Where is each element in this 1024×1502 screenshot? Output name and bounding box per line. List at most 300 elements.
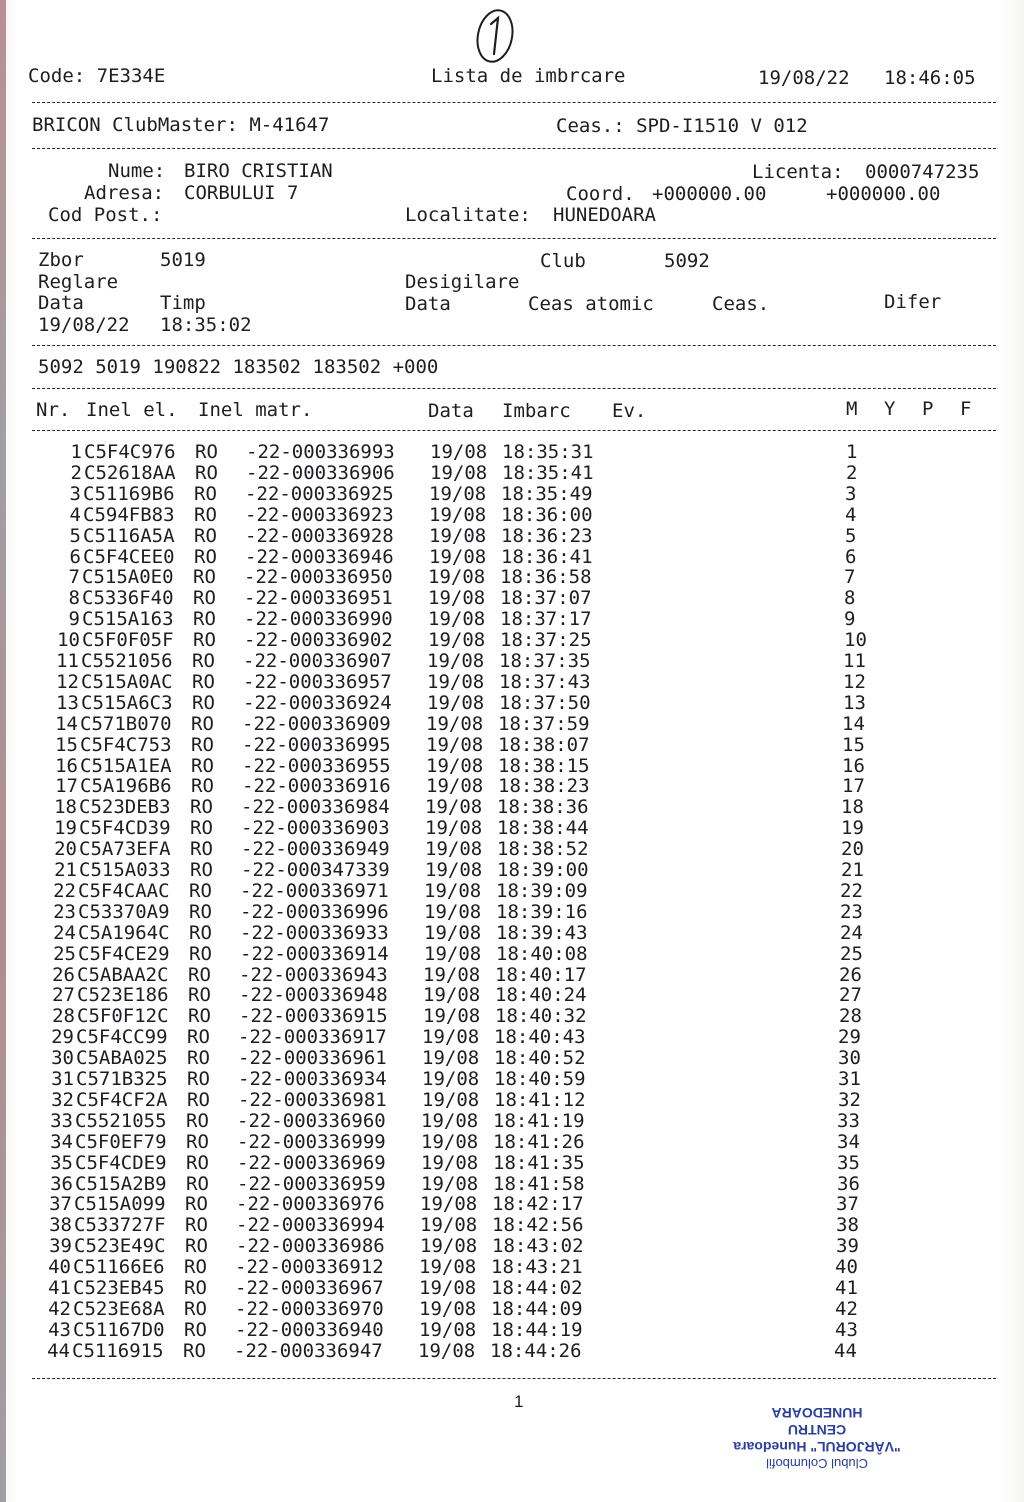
table-row [0, 484, 1024, 505]
row-date: 19/08 [427, 670, 485, 693]
difer-label: Difer [884, 291, 942, 313]
ceas-label: Ceas. [712, 293, 770, 315]
coord-2: +000000.00 [826, 183, 941, 205]
row-number: 16 [55, 754, 78, 777]
ceas-atomic-label: Ceas atomic [528, 293, 654, 315]
row-date: 19/08 [419, 1277, 477, 1299]
stamp-line-3: CENTRU [787, 1422, 847, 1438]
row-chip-id: C571B070 [80, 712, 172, 735]
owner-locality: HUNEDOARA [553, 204, 656, 226]
row-date: 19/08 [421, 1109, 479, 1132]
row-number: 36 [50, 1172, 73, 1195]
flight-code-line: 5092 5019 190822 183502 183502 +000 [38, 356, 439, 378]
table-row [0, 1174, 1024, 1195]
row-chip-id: C5ABA025 [76, 1047, 168, 1070]
col-header-y: Y [884, 398, 896, 420]
row-country: RO [192, 650, 215, 672]
col-header-nr: Nr. [36, 399, 71, 421]
row-number: 18 [54, 796, 77, 819]
row-chip-id: C5521056 [81, 650, 173, 672]
reglare-time: 18:35:02 [160, 314, 252, 336]
row-number: 31 [51, 1068, 74, 1090]
club-stamp [712, 1372, 922, 1472]
row-time: 18:35:31 [502, 441, 594, 463]
table-row [0, 609, 1024, 630]
row-country: RO [186, 1109, 209, 1132]
row-m-rank: 43 [835, 1318, 858, 1341]
row-chip-id: C515A1EA [80, 754, 172, 777]
clock-model: Ceas.: SPD-I1510 V 012 [556, 115, 808, 137]
row-date: 19/08 [424, 921, 482, 944]
row-country: RO [191, 775, 214, 798]
row-m-rank: 16 [842, 754, 865, 777]
row-ring-number: -22-000336971 [240, 879, 389, 902]
row-country: RO [195, 461, 218, 484]
row-time: 18:41:26 [493, 1130, 585, 1153]
row-country: RO [193, 608, 216, 631]
row-chip-id: C5521055 [75, 1109, 167, 1132]
row-chip-id: C5A1964C [78, 921, 170, 944]
row-country: RO [190, 796, 213, 819]
row-number: 20 [54, 838, 77, 861]
row-m-rank: 31 [838, 1068, 861, 1090]
table-row [0, 1048, 1024, 1069]
row-ring-number: -22-000336976 [236, 1193, 385, 1216]
row-m-rank: 29 [838, 1026, 861, 1049]
row-time: 18:40:17 [495, 963, 587, 986]
row-chip-id: C515A0AC [81, 670, 173, 693]
row-ring-number: -22-000336917 [238, 1026, 387, 1049]
row-ring-number: -22-000336990 [244, 608, 393, 631]
row-date: 19/08 [422, 1088, 480, 1111]
table-row [0, 693, 1024, 714]
row-country: RO [189, 900, 212, 923]
row-m-rank: 22 [840, 879, 863, 902]
row-number: 1 [70, 441, 82, 463]
row-time: 18:40:24 [495, 984, 587, 1007]
row-country: RO [191, 754, 214, 777]
row-country: RO [194, 545, 217, 568]
table-row [0, 1069, 1024, 1090]
row-number: 44 [47, 1339, 70, 1362]
row-m-rank: 17 [842, 775, 865, 798]
row-chip-id: C51166E6 [73, 1256, 165, 1279]
row-country: RO [188, 963, 211, 986]
row-chip-id: C515A2B9 [75, 1172, 167, 1195]
row-country: RO [184, 1256, 207, 1279]
row-chip-id: C515A099 [74, 1193, 166, 1216]
row-date: 19/08 [420, 1235, 478, 1258]
row-country: RO [193, 566, 216, 589]
row-chip-id: C5F4C753 [80, 733, 172, 756]
row-date: 19/08 [420, 1214, 478, 1237]
row-country: RO [190, 838, 213, 861]
table-row [0, 756, 1024, 777]
row-ring-number: -22-000336906 [246, 461, 395, 484]
row-number: 38 [49, 1214, 72, 1237]
separator [32, 388, 996, 389]
row-chip-id: C523E49C [74, 1235, 166, 1258]
row-m-rank: 11 [843, 650, 866, 672]
row-date: 19/08 [421, 1172, 479, 1195]
row-ring-number: -22-000336951 [244, 587, 393, 610]
row-time: 18:38:07 [498, 733, 590, 756]
row-ring-number: -22-000336907 [243, 650, 392, 672]
col-header-imbarc: Imbarc [502, 400, 571, 422]
row-chip-id: C5F4CDE9 [75, 1151, 167, 1174]
handwritten-page-mark [474, 6, 516, 66]
row-time: 18:37:25 [500, 629, 592, 652]
row-ring-number: -22-000336949 [241, 838, 390, 861]
row-time: 18:41:58 [493, 1172, 585, 1195]
row-date: 19/08 [418, 1339, 476, 1362]
table-row [0, 735, 1024, 756]
row-number: 39 [49, 1235, 72, 1258]
coord-1: +000000.00 [652, 183, 767, 205]
row-chip-id: C594FB83 [83, 503, 175, 526]
row-number: 4 [69, 503, 81, 526]
row-date: 19/08 [425, 859, 483, 881]
row-country: RO [191, 712, 214, 735]
zbor-number: 5019 [160, 249, 206, 271]
owner-address: CORBULUI 7 [184, 182, 299, 204]
row-time: 18:39:09 [496, 879, 588, 902]
row-chip-id: C523DEB3 [79, 796, 171, 819]
row-chip-id: C523E186 [77, 984, 169, 1007]
row-chip-id: C5A196B6 [80, 775, 172, 798]
row-number: 12 [56, 670, 79, 693]
row-time: 18:42:17 [492, 1193, 584, 1216]
row-ring-number: -22-000336957 [243, 670, 392, 693]
row-number: 35 [50, 1151, 73, 1174]
row-m-rank: 44 [834, 1339, 857, 1362]
row-ring-number: -22-000336912 [235, 1256, 384, 1279]
row-country: RO [187, 1088, 210, 1111]
row-country: RO [186, 1151, 209, 1174]
row-chip-id: C5116915 [72, 1339, 164, 1362]
row-chip-id: C5A73EFA [79, 838, 171, 861]
row-country: RO [187, 1068, 210, 1090]
row-country: RO [194, 482, 217, 505]
row-ring-number: -22-000336999 [237, 1130, 386, 1153]
row-number: 8 [68, 587, 80, 610]
row-number: 30 [51, 1047, 74, 1070]
row-time: 18:44:02 [491, 1277, 583, 1299]
club-label: Club [540, 250, 586, 272]
row-ring-number: -22-000336993 [246, 441, 395, 463]
row-country: RO [187, 1047, 210, 1070]
row-chip-id: C5F4CEE0 [83, 545, 175, 568]
row-ring-number: -22-000336996 [240, 900, 389, 923]
row-chip-id: C5ABAA2C [77, 963, 169, 986]
row-time: 18:41:12 [494, 1088, 586, 1111]
row-m-rank: 2 [846, 461, 858, 484]
row-m-rank: 9 [844, 608, 856, 631]
row-date: 19/08 [426, 733, 484, 756]
row-chip-id: C52618AA [84, 461, 176, 484]
row-time: 18:37:35 [499, 650, 591, 672]
row-time: 18:37:59 [498, 712, 590, 735]
locality-label: Localitate: [405, 204, 531, 226]
row-country: RO [193, 587, 216, 610]
row-number: 10 [57, 629, 80, 652]
row-m-rank: 38 [836, 1214, 859, 1237]
row-date: 19/08 [426, 754, 484, 777]
row-date: 19/08 [429, 482, 487, 505]
row-m-rank: 40 [835, 1256, 858, 1279]
row-date: 19/08 [421, 1130, 479, 1153]
row-number: 40 [48, 1256, 71, 1279]
row-date: 19/08 [420, 1193, 478, 1216]
row-number: 6 [69, 545, 81, 568]
row-chip-id: C5F4CF2A [76, 1088, 168, 1111]
row-number: 32 [51, 1088, 74, 1111]
row-time: 18:36:00 [501, 503, 593, 526]
row-chip-id: C5F4CE29 [78, 942, 170, 965]
row-date: 19/08 [428, 629, 486, 652]
row-date: 19/08 [424, 942, 482, 965]
row-time: 18:42:56 [492, 1214, 584, 1237]
col-header-data: Data [428, 400, 474, 422]
row-chip-id: C5F4CAAC [78, 879, 170, 902]
row-time: 18:40:43 [494, 1026, 586, 1049]
row-ring-number: -22-000336986 [236, 1235, 385, 1258]
table-row [0, 860, 1024, 881]
row-number: 42 [48, 1297, 71, 1320]
row-m-rank: 6 [845, 545, 857, 568]
row-country: RO [194, 524, 217, 547]
row-country: RO [188, 1005, 211, 1028]
row-country: RO [187, 1026, 210, 1049]
club-number: 5092 [664, 250, 710, 272]
row-country: RO [184, 1277, 207, 1299]
table-row [0, 1341, 1024, 1362]
table-row [0, 1111, 1024, 1132]
separator [32, 102, 996, 103]
row-date: 19/08 [425, 838, 483, 861]
table-row [0, 776, 1024, 797]
row-ring-number: -22-000336914 [240, 942, 389, 965]
row-ring-number: -22-000336934 [238, 1068, 387, 1090]
row-m-rank: 7 [844, 566, 856, 589]
row-m-rank: 42 [835, 1297, 858, 1320]
row-ring-number: -22-000336970 [235, 1297, 384, 1320]
row-time: 18:38:36 [497, 796, 589, 819]
row-chip-id: C515A0E0 [82, 566, 174, 589]
row-number: 41 [48, 1277, 71, 1299]
clubmaster-model: BRICON ClubMaster: M-41647 [32, 114, 330, 136]
row-country: RO [190, 817, 213, 840]
row-country: RO [186, 1130, 209, 1153]
table-row [0, 923, 1024, 944]
row-number: 21 [54, 859, 77, 881]
row-number: 24 [53, 921, 76, 944]
stamp-line-4: HUNEDOARA [771, 1405, 863, 1421]
row-ring-number: -22-000336947 [234, 1339, 383, 1362]
table-row [0, 442, 1024, 463]
row-number: 33 [50, 1109, 73, 1132]
row-number: 43 [48, 1318, 71, 1341]
row-date: 19/08 [425, 817, 483, 840]
table-row [0, 1194, 1024, 1215]
row-country: RO [192, 670, 215, 693]
row-number: 17 [55, 775, 78, 798]
row-time: 18:39:16 [496, 900, 588, 923]
doc-time: 18:46:05 [884, 67, 976, 89]
row-ring-number: -22-000336940 [235, 1318, 384, 1341]
row-chip-id: C571B325 [76, 1068, 168, 1090]
row-number: 25 [53, 942, 76, 965]
row-ring-number: -22-000336915 [239, 1005, 388, 1028]
row-time: 18:38:52 [497, 838, 589, 861]
row-m-rank: 20 [841, 838, 864, 861]
row-date: 19/08 [424, 900, 482, 923]
row-time: 18:38:15 [498, 754, 590, 777]
row-date: 19/08 [426, 712, 484, 735]
row-ring-number: -22-000336924 [243, 691, 392, 714]
row-number: 22 [53, 879, 76, 902]
row-time: 18:39:00 [497, 859, 589, 881]
row-ring-number: -22-000336995 [242, 733, 391, 756]
row-number: 15 [55, 733, 78, 756]
row-number: 19 [54, 817, 77, 840]
row-time: 18:36:41 [501, 545, 593, 568]
row-chip-id: C5F4C976 [84, 441, 176, 463]
row-number: 27 [52, 984, 75, 1007]
table-row [0, 672, 1024, 693]
row-time: 18:40:08 [496, 942, 588, 965]
row-number: 14 [55, 712, 78, 735]
postal-label: Cod Post.: [48, 204, 163, 226]
col-header-ev: Ev. [612, 400, 647, 422]
row-ring-number: -22-000336903 [241, 817, 390, 840]
table-row [0, 818, 1024, 839]
col-header-f: F [960, 398, 972, 420]
zbor-label: Zbor [38, 249, 84, 271]
row-date: 19/08 [421, 1151, 479, 1174]
row-m-rank: 26 [839, 963, 862, 986]
row-country: RO [194, 503, 217, 526]
desigilare-label: Desigilare [405, 271, 520, 293]
row-time: 18:36:58 [500, 566, 592, 589]
row-date: 19/08 [423, 1005, 481, 1028]
desigilare-data-label: Data [405, 293, 451, 315]
row-country: RO [184, 1297, 207, 1320]
separator [32, 345, 996, 346]
table-row [0, 714, 1024, 735]
reglare-timp-label: Timp [160, 292, 206, 314]
row-m-rank: 5 [845, 524, 857, 547]
row-date: 19/08 [430, 461, 488, 484]
row-time: 18:40:59 [494, 1068, 586, 1090]
row-m-rank: 27 [839, 984, 862, 1007]
row-m-rank: 1 [846, 441, 858, 463]
row-date: 19/08 [428, 608, 486, 631]
row-chip-id: C5F0F12C [77, 1005, 169, 1028]
row-date: 19/08 [429, 545, 487, 568]
row-date: 19/08 [427, 691, 485, 714]
row-country: RO [195, 441, 218, 463]
row-ring-number: -22-000336960 [237, 1109, 386, 1132]
row-m-rank: 32 [838, 1088, 861, 1111]
row-m-rank: 37 [836, 1193, 859, 1216]
row-country: RO [186, 1172, 209, 1195]
row-time: 18:36:23 [501, 524, 593, 547]
row-ring-number: -22-000336923 [245, 503, 394, 526]
row-m-rank: 10 [844, 629, 867, 652]
row-chip-id: C51167D0 [73, 1318, 165, 1341]
row-ring-number: -22-000336969 [237, 1151, 386, 1174]
doc-title: Lista de imbrcare [431, 65, 626, 87]
separator [32, 238, 996, 239]
row-date: 19/08 [422, 1026, 480, 1049]
table-row [0, 902, 1024, 923]
row-m-rank: 21 [841, 859, 864, 881]
col-header-inel-el: Inel el. [86, 399, 178, 421]
row-date: 19/08 [424, 879, 482, 902]
row-number: 29 [51, 1026, 74, 1049]
row-time: 18:44:26 [490, 1339, 582, 1362]
row-date: 19/08 [425, 796, 483, 819]
table-row [0, 1320, 1024, 1341]
page-number: 1 [514, 1392, 524, 1411]
row-m-rank: 30 [838, 1047, 861, 1070]
row-chip-id: C53370A9 [78, 900, 170, 923]
table-row [0, 547, 1024, 568]
table-row [0, 1278, 1024, 1299]
row-date: 19/08 [427, 650, 485, 672]
row-country: RO [185, 1193, 208, 1216]
row-time: 18:43:02 [492, 1235, 584, 1258]
row-chip-id: C51169B6 [83, 482, 175, 505]
row-date: 19/08 [428, 587, 486, 610]
row-chip-id: C515A163 [82, 608, 174, 631]
row-chip-id: C515A6C3 [81, 691, 173, 714]
reglare-date: 19/08/22 [38, 314, 130, 336]
row-number: 28 [52, 1005, 75, 1028]
row-m-rank: 19 [841, 817, 864, 840]
stamp-line-1: Clubul Columbofil [766, 1456, 868, 1471]
row-country: RO [189, 921, 212, 944]
table-row [0, 630, 1024, 651]
table-row [0, 797, 1024, 818]
table-row [0, 1027, 1024, 1048]
row-country: RO [185, 1235, 208, 1258]
row-ring-number: -22-000336981 [238, 1088, 387, 1111]
row-date: 19/08 [419, 1318, 477, 1341]
col-header-m: M [846, 398, 858, 420]
row-m-rank: 18 [841, 796, 864, 819]
row-time: 18:43:21 [491, 1256, 583, 1279]
table-row [0, 1257, 1024, 1278]
row-ring-number: -22-000336959 [237, 1172, 386, 1195]
table-row [0, 1090, 1024, 1111]
license-label: Licenta: [752, 161, 844, 183]
row-ring-number: -22-000336933 [240, 921, 389, 944]
row-ring-number: -22-000336902 [244, 629, 393, 652]
row-number: 26 [52, 963, 75, 986]
name-label: Nume: [108, 160, 166, 182]
row-ring-number: -22-000336967 [235, 1277, 384, 1299]
row-time: 18:35:49 [501, 482, 593, 505]
row-time: 18:44:09 [491, 1297, 583, 1320]
row-date: 19/08 [430, 441, 488, 463]
row-m-rank: 24 [840, 921, 863, 944]
table-row [0, 985, 1024, 1006]
row-ring-number: -22-000336928 [245, 524, 394, 547]
row-m-rank: 15 [842, 733, 865, 756]
row-chip-id: C5116A5A [83, 524, 175, 547]
